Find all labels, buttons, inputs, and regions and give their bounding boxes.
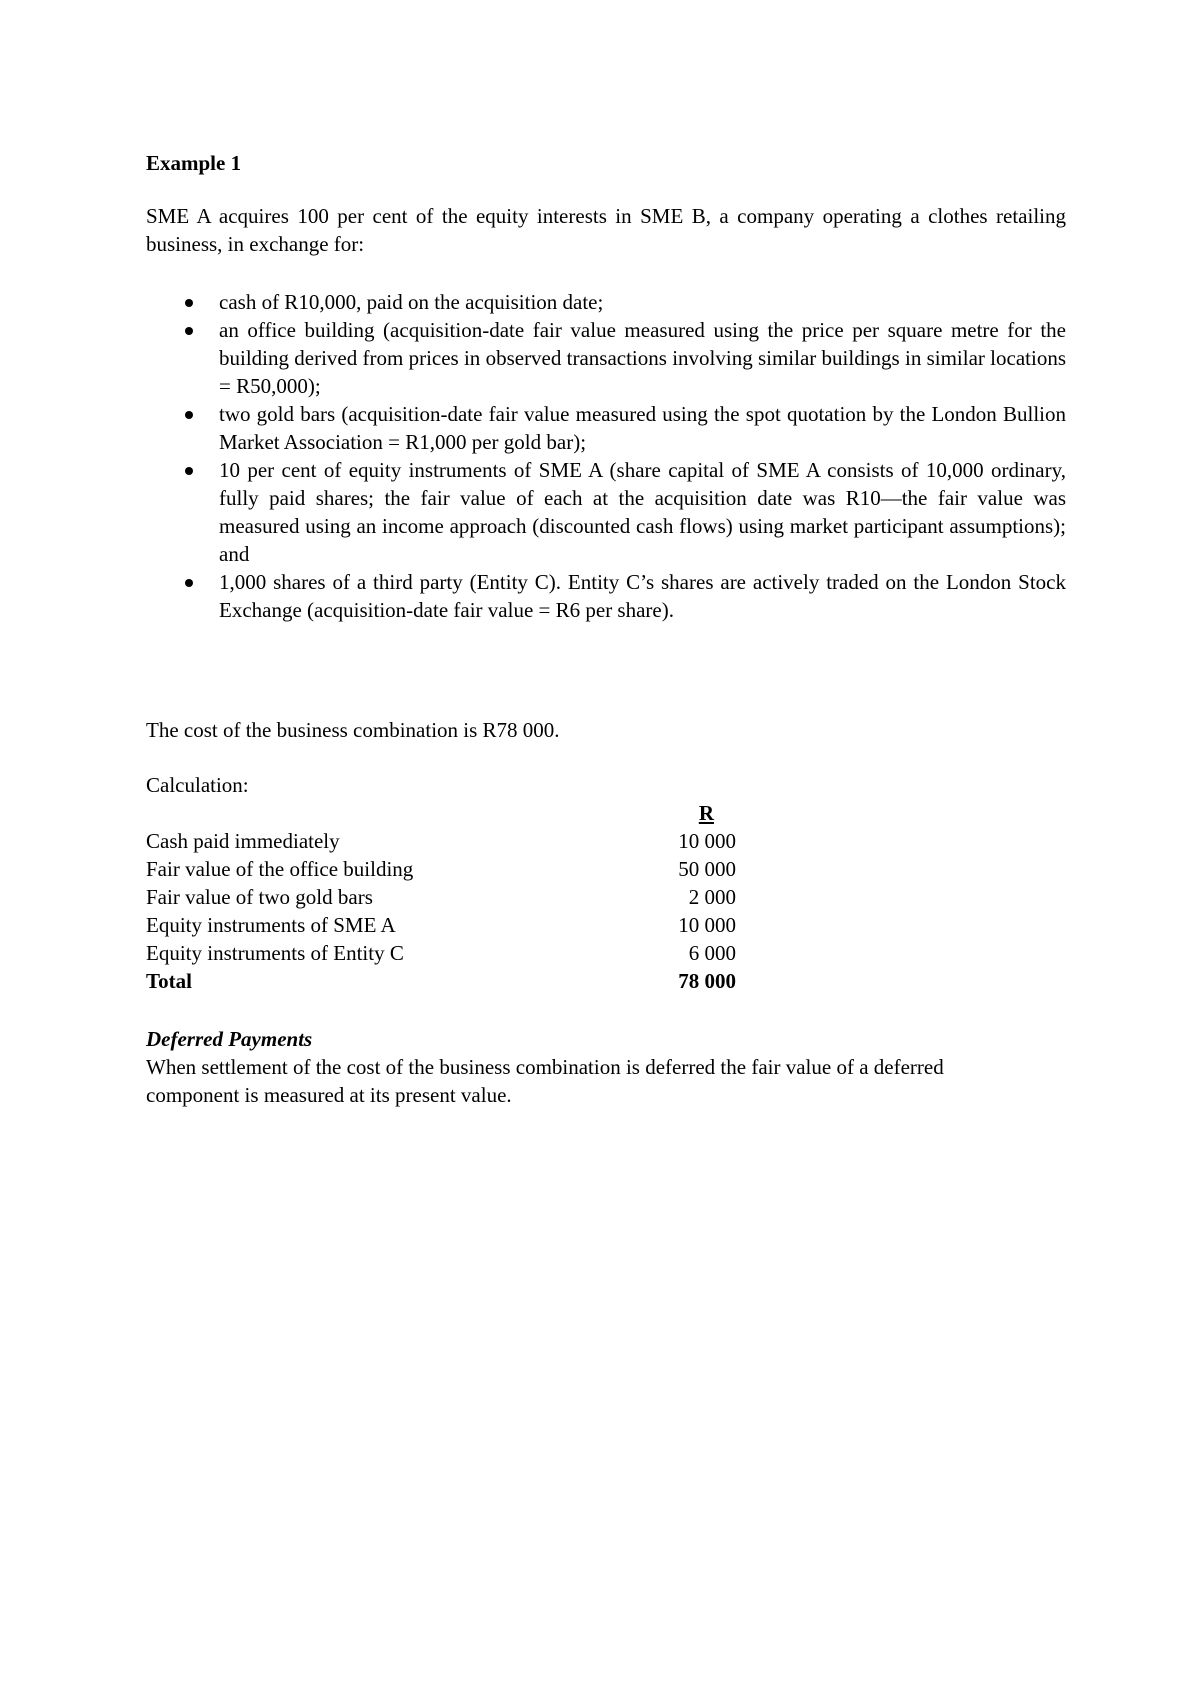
list-item-text: 1,000 shares of a third party (Entity C). Entity C’s shares are actively traded on the London Stock Exchange (acquisition-date fair value = R6 per share).: [219, 570, 1066, 622]
row-label: Fair value of the office building: [146, 857, 414, 881]
total-value: 78 000: [678, 969, 736, 993]
table-row: [146, 855, 736, 883]
list-item: [146, 288, 1066, 316]
list-item: [146, 568, 1066, 624]
list-item-text: cash of R10,000, paid on the acquisition date;: [219, 290, 604, 314]
list-item: [146, 316, 1066, 400]
list-item: [146, 456, 1066, 568]
deferred-payments-heading: Deferred Payments: [146, 1027, 313, 1051]
row-value: 6 000: [688, 941, 736, 965]
list-item-text: an office building (acquisition-date fair value measured using the price per square metre for the building derived from prices in observed transactions involving similar buildings in similar locations = R50,000);: [219, 318, 1066, 398]
bullet-icon: [185, 467, 193, 475]
table-total-row: [146, 967, 736, 995]
intro-paragraph: SME A acquires 100 per cent of the equity interests in SME B, a company operating a clothes retailing business, in exchange for:: [146, 204, 1066, 256]
row-value: 50 000: [678, 857, 736, 881]
list-item-text: two gold bars (acquisition-date fair value measured using the spot quotation by the London Bullion Market Association = R1,000 per gold bar);: [219, 402, 1066, 454]
table-row: [146, 911, 736, 939]
calculation-label: Calculation:: [146, 773, 249, 797]
bullet-icon: [185, 579, 193, 587]
row-value: 10 000: [678, 913, 736, 937]
calculation-table: [146, 799, 736, 995]
list-item: [146, 400, 1066, 456]
row-value: 10 000: [678, 829, 736, 853]
consideration-list: [146, 288, 1066, 624]
bullet-icon: [185, 411, 193, 419]
row-label: Equity instruments of SME A: [146, 913, 396, 937]
row-label: Fair value of two gold bars: [146, 885, 373, 909]
row-label: Cash paid immediately: [146, 829, 340, 853]
deferred-payments-paragraph: When settlement of the cost of the business combination is deferred the fair value of a deferred component is measured at its present value.: [146, 1055, 944, 1107]
row-value: 2 000: [688, 885, 736, 909]
table-row: [146, 827, 736, 855]
bullet-icon: [185, 299, 193, 307]
example-heading: Example 1: [146, 151, 242, 175]
table-header-row: [146, 799, 736, 827]
total-label: Total: [146, 969, 192, 993]
table-row: [146, 883, 736, 911]
table-row: [146, 939, 736, 967]
currency-header: R: [698, 801, 714, 825]
row-label: Equity instruments of Entity C: [146, 941, 404, 965]
bullet-icon: [185, 327, 193, 335]
list-item-text: 10 per cent of equity instruments of SME A (share capital of SME A consists of 10,000 ordinary, fully paid shares; the fair value of each at the acquisition date was R10—the fair value was measured using an income approach (discounted cash flows) using market participant assumptions); and: [219, 458, 1066, 566]
cost-statement: The cost of the business combination is R78 000.: [146, 718, 560, 742]
